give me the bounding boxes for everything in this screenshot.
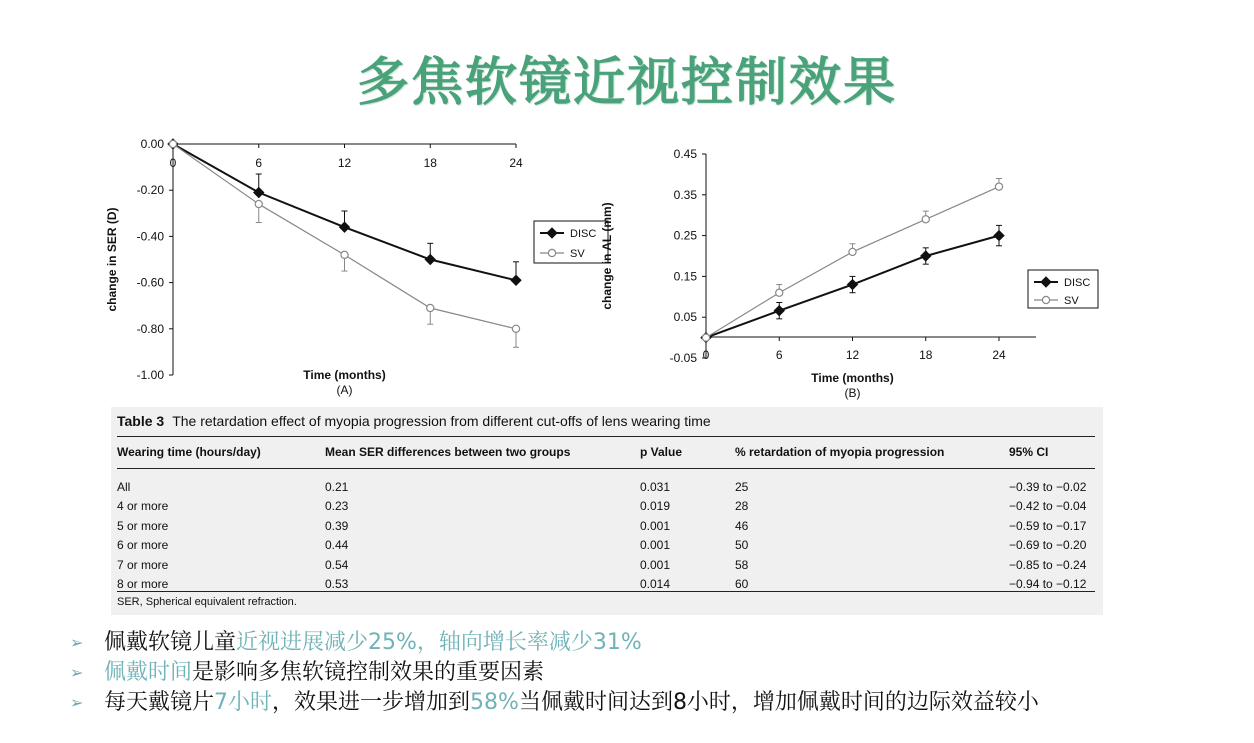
table-cell: 28: [735, 499, 749, 514]
panel-label: (B): [844, 386, 861, 400]
chart-al-change: [595, 140, 1115, 405]
legend-box: [1028, 270, 1098, 308]
bullet-highlight-text: 58%: [470, 690, 519, 715]
table-cell: 0.014: [640, 577, 671, 592]
data-point: [341, 251, 348, 258]
x-tick-label: 18: [423, 156, 437, 170]
x-tick-label: 0: [169, 156, 177, 170]
table-header-cell: Mean SER differences between two groups: [325, 445, 571, 459]
table-bottom-rule: [117, 591, 1095, 592]
bullet-text: 佩戴软镜儿童: [104, 630, 237, 655]
bullet-text: 是影响多焦软镜控制效果的重要因素: [192, 660, 545, 685]
table-cell: 0.44: [325, 538, 349, 553]
table-cell: 0.54: [325, 557, 349, 572]
table-cell: 60: [735, 577, 749, 592]
table-header-cell: Wearing time (hours/day): [117, 445, 261, 459]
table-cell: −0.94 to −0.12: [1009, 577, 1087, 592]
table-caption: [117, 413, 711, 429]
table-top-rule: [117, 436, 1095, 437]
x-tick-label: 12: [337, 156, 352, 170]
retardation-table: [117, 438, 1095, 594]
bullet-item: [70, 628, 1039, 658]
table-header-cell: 95% CI: [1009, 445, 1049, 459]
legend-label: DISC: [570, 228, 597, 240]
bullet-list: [70, 628, 1039, 718]
bullet-text: 当佩戴时间达到8小时，增加佩戴时间的边际效益较小: [518, 690, 1039, 715]
table-cell: −0.42 to −0.04: [1009, 499, 1087, 514]
x-tick-label: 6: [775, 348, 783, 362]
table-cell: 0.019: [640, 499, 671, 514]
data-point: [511, 275, 521, 285]
x-tick-label: 24: [509, 156, 523, 170]
y-tick-label: 0.15: [673, 269, 697, 284]
table-cell: 7 or more: [117, 557, 169, 572]
bullet-arrow-icon: ➢: [70, 633, 84, 652]
table-cell: 0.001: [640, 538, 671, 553]
data-point: [849, 248, 856, 255]
series-line: [706, 187, 999, 338]
bullet-item: [70, 658, 1039, 688]
data-point: [254, 188, 264, 198]
table-label: Table 3: [117, 413, 165, 429]
bullet-highlight-text: 佩戴时间: [104, 660, 193, 685]
bullet-text: 每天戴镜片: [104, 690, 215, 715]
legend-label: SV: [1064, 295, 1079, 307]
table-cell: 0.031: [640, 479, 671, 494]
data-point: [1042, 296, 1049, 303]
table-header-cell: % retardation of myopia progression: [735, 445, 945, 459]
table-cell: 0.001: [640, 557, 671, 572]
data-point: [702, 334, 709, 341]
table-cell: −0.85 to −0.24: [1009, 557, 1087, 572]
data-point: [776, 289, 783, 296]
table-row: [117, 516, 1095, 536]
y-tick-label: -0.20: [136, 183, 164, 198]
table-cell: 0.39: [325, 518, 349, 533]
table-cell: −0.69 to −0.20: [1009, 538, 1087, 553]
y-tick-label: -1.00: [136, 368, 164, 382]
table-cell: 0.23: [325, 499, 349, 514]
table-cell: 0.001: [640, 518, 671, 533]
table-panel: [111, 407, 1103, 615]
x-axis-label: Time (months): [811, 371, 894, 385]
table-cell: 5 or more: [117, 518, 169, 533]
data-point: [425, 255, 435, 265]
legend-label: DISC: [1064, 277, 1091, 289]
data-point: [340, 222, 350, 232]
x-tick-label: 18: [919, 348, 933, 362]
y-tick-label: -0.80: [136, 321, 164, 336]
table-cell: 58: [735, 557, 749, 572]
bullet-text: ，效果进一步增加到: [272, 690, 471, 715]
legend-label: SV: [570, 248, 585, 260]
table-cell: 25: [735, 479, 749, 494]
data-point: [848, 280, 858, 290]
y-tick-label: -0.60: [136, 275, 164, 290]
y-axis-label: change in SER (D): [105, 207, 119, 312]
y-tick-label: 0.45: [673, 147, 697, 161]
data-point: [774, 306, 784, 316]
table-cell: 8 or more: [117, 577, 169, 592]
table-header-row: [117, 438, 1095, 467]
table-header-rule: [117, 468, 1095, 469]
bullet-item: [70, 688, 1039, 718]
bullet-arrow-icon: ➢: [70, 663, 84, 682]
bullet-arrow-icon: ➢: [70, 693, 84, 712]
data-point: [169, 140, 176, 147]
table-cell: All: [117, 479, 131, 494]
y-tick-label: 0.35: [673, 187, 697, 202]
table-cell: −0.59 to −0.17: [1009, 518, 1087, 533]
slide-title: 多焦软镜近视控制效果: [356, 53, 897, 113]
table-row: [117, 497, 1095, 517]
table-cell: 50: [735, 538, 749, 553]
data-point: [512, 325, 519, 332]
y-tick-label: 0.00: [140, 137, 164, 151]
x-tick-label: 12: [845, 348, 860, 362]
table-cell: 6 or more: [117, 538, 169, 553]
table-caption-text: The retardation effect of myopia progression from different cut-offs of lens wearing time: [172, 413, 711, 429]
table-cell: 0.21: [325, 479, 349, 494]
data-point: [922, 216, 929, 223]
data-point: [427, 304, 434, 311]
chart-ser-change: [100, 130, 620, 405]
table-cell: 0.53: [325, 577, 349, 592]
bullet-highlight-text: 近视进展减少25%，轴向增长率减少31%: [236, 630, 642, 655]
data-point: [548, 249, 555, 256]
x-tick-label: 6: [255, 156, 263, 170]
y-axis-label: change in AL (mm): [600, 202, 614, 310]
table-row: [117, 555, 1095, 575]
table-footnote: SER, Spherical equivalent refraction.: [117, 596, 297, 608]
table-header-cell: p Value: [640, 445, 683, 459]
table-row: [117, 467, 1095, 497]
table-row: [117, 536, 1095, 556]
table-cell: 4 or more: [117, 499, 169, 514]
data-point: [255, 200, 262, 207]
data-point: [995, 183, 1002, 190]
series-line: [173, 144, 516, 329]
data-point: [994, 231, 1004, 241]
y-tick-label: 0.25: [673, 228, 697, 243]
y-tick-label: 0.05: [673, 310, 697, 325]
table-cell: 46: [735, 518, 749, 533]
y-tick-label: -0.05: [669, 351, 697, 365]
x-tick-label: 0: [702, 348, 710, 362]
bullet-highlight-text: 7小时: [214, 690, 273, 715]
x-tick-label: 24: [992, 348, 1006, 362]
data-point: [921, 251, 931, 261]
x-axis-label: Time (months): [303, 368, 386, 382]
panel-label: (A): [336, 383, 353, 397]
y-tick-label: -0.40: [136, 229, 164, 244]
table-cell: −0.39 to −0.02: [1009, 479, 1087, 494]
